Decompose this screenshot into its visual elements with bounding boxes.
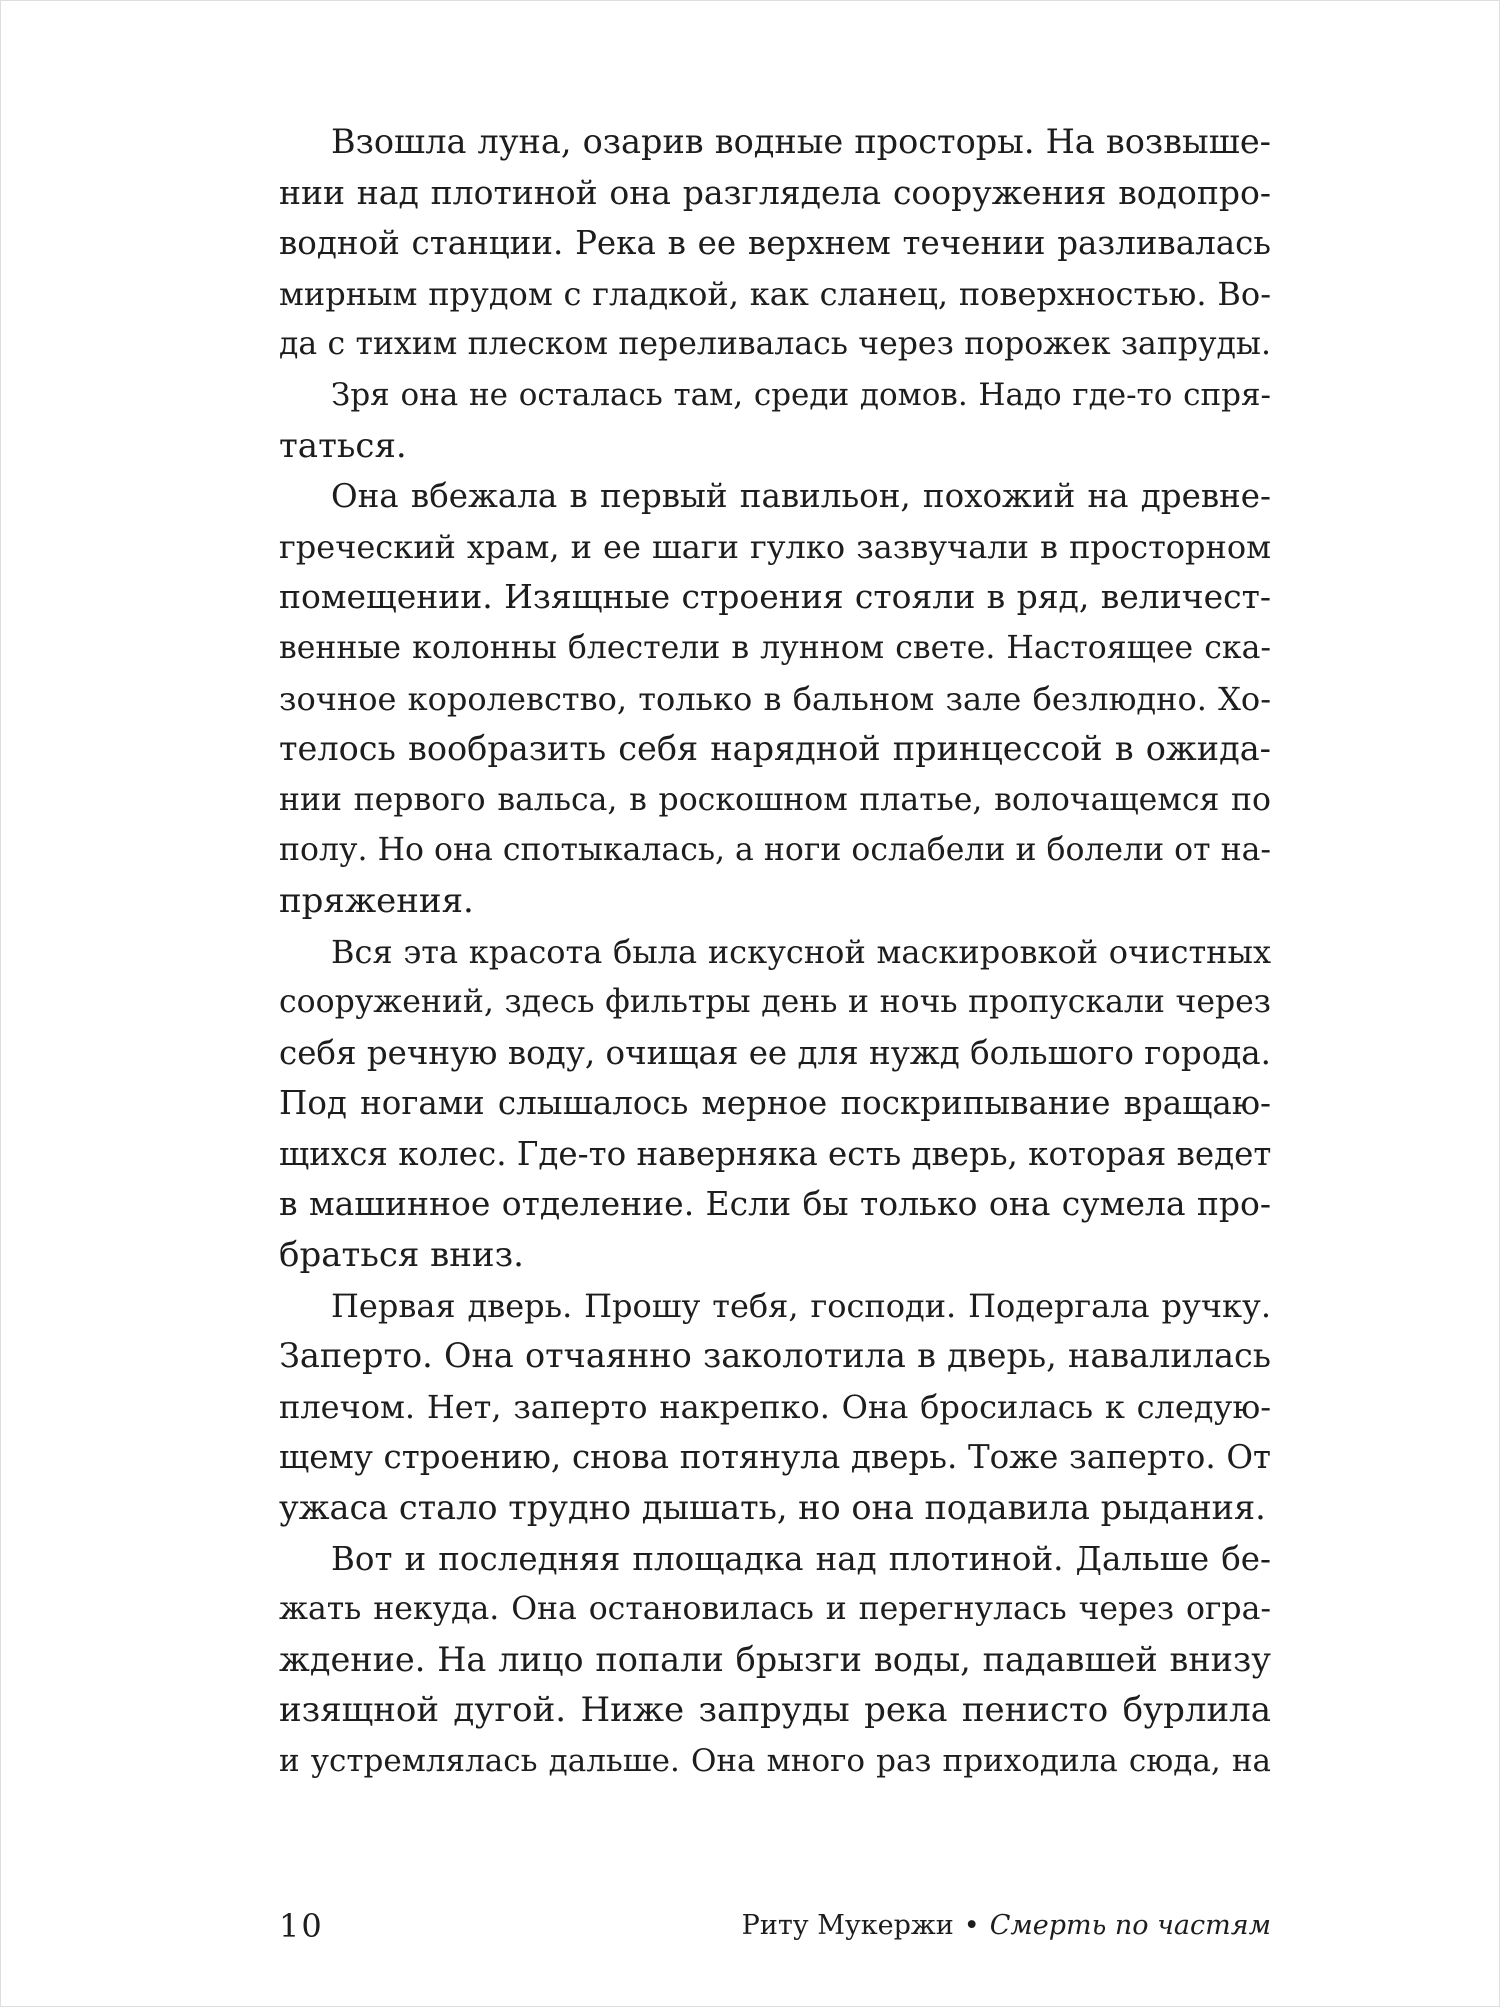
text-line: таться. [279, 425, 407, 466]
text-line: помещении. Изящные строения стояли в ряд, величест- [279, 577, 1271, 617]
text-line: ждение. На лицо попали брызги воды, падавшей внизу [279, 1639, 1271, 1679]
text-line: щихся колес. Где-то наверняка есть дверь, которая ведет [279, 1134, 1272, 1173]
book-title: Смерть по частям [989, 1910, 1271, 1941]
page-footer [279, 1901, 1271, 1951]
text-line: венные колонны блестели в лунном свете. Настоящее ска- [279, 629, 1271, 666]
bullet-separator: • [963, 1910, 980, 1941]
text-line: себя речную воду, очищая ее для нужд большого города. [279, 1033, 1271, 1072]
author-name: Риту Мукержи [741, 1910, 954, 1941]
text-line: браться вниз. [279, 1235, 524, 1276]
text-line: Заперто. Она отчаянно заколотила в дверь, навалилась [279, 1336, 1271, 1376]
running-head [742, 1901, 1271, 1951]
text-line: сооружений, здесь фильтры день и ночь пропускали через [279, 984, 1271, 1021]
text-line: Зря она не осталась там, среди домов. Надо где-то спря- [331, 376, 1271, 413]
text-line: Взошла луна, озарив водные просторы. На возвыше- [331, 122, 1271, 161]
text-line: мирным прудом с гладкой, как сланец, поверхностью. Во- [279, 274, 1271, 313]
paragraph [279, 1281, 1271, 1534]
page-number: 10 [279, 1907, 324, 1945]
paragraph [279, 370, 1271, 471]
text-line: Под ногами слышалось мерное поскрипывание вращаю- [279, 1084, 1271, 1123]
paragraph [279, 1534, 1271, 1787]
text-line: телось вообразить себя нарядной принцессой в ожида- [279, 729, 1271, 769]
text-line: Вот и последняя площадка над плотиной. Дальше бе- [331, 1539, 1271, 1578]
paragraph [279, 117, 1271, 370]
text-line: Она вбежала в первый павильон, похожий на древне- [331, 477, 1271, 516]
paragraph [279, 471, 1271, 926]
body-text [279, 117, 1271, 1787]
text-line: нии первого вальса, в роскошном платье, волочащемся по [279, 781, 1271, 818]
text-line: плечом. Нет, заперто накрепко. Она бросилась к следую- [279, 1387, 1271, 1426]
paragraph [279, 927, 1271, 1281]
text-line: жать некуда. Она остановилась и перегнулась через огра- [279, 1591, 1271, 1628]
text-line: Вся эта красота была искусной маскировкой очистных [331, 932, 1271, 971]
text-line: Первая дверь. Прошу тебя, господи. Подергала ручку. [331, 1286, 1271, 1325]
text-line: греческий храм, и ее шаги гулко зазвучали в просторном [279, 527, 1271, 566]
text-line: в машинное отделение. Если бы только она сумела про- [279, 1184, 1271, 1224]
text-line: нии над плотиной она разглядела сооружения водопро- [279, 172, 1271, 212]
text-line: пряжения. [279, 880, 474, 921]
text-line: зочное королевство, только в бальном зале безлюдно. Хо- [279, 679, 1271, 718]
text-line: ужаса стало трудно дышать, но она подавила рыдания. [279, 1488, 1266, 1528]
text-line: щему строению, снова потянула дверь. Тоже заперто. От [279, 1438, 1271, 1477]
text-line: полу. Но она спотыкалась, а ноги ослабели и болели от на- [279, 832, 1271, 869]
text-line: да с тихим плеском переливалась через порожек запруды. [279, 326, 1271, 363]
text-line: водной станции. Река в ее верхнем течении разливалась [279, 224, 1271, 263]
text-line: изящной дугой. Ниже запруды река пенисто бурлила [279, 1690, 1271, 1731]
text-line: и устремлялась дальше. Она много раз приходила сюда, на [279, 1743, 1271, 1779]
